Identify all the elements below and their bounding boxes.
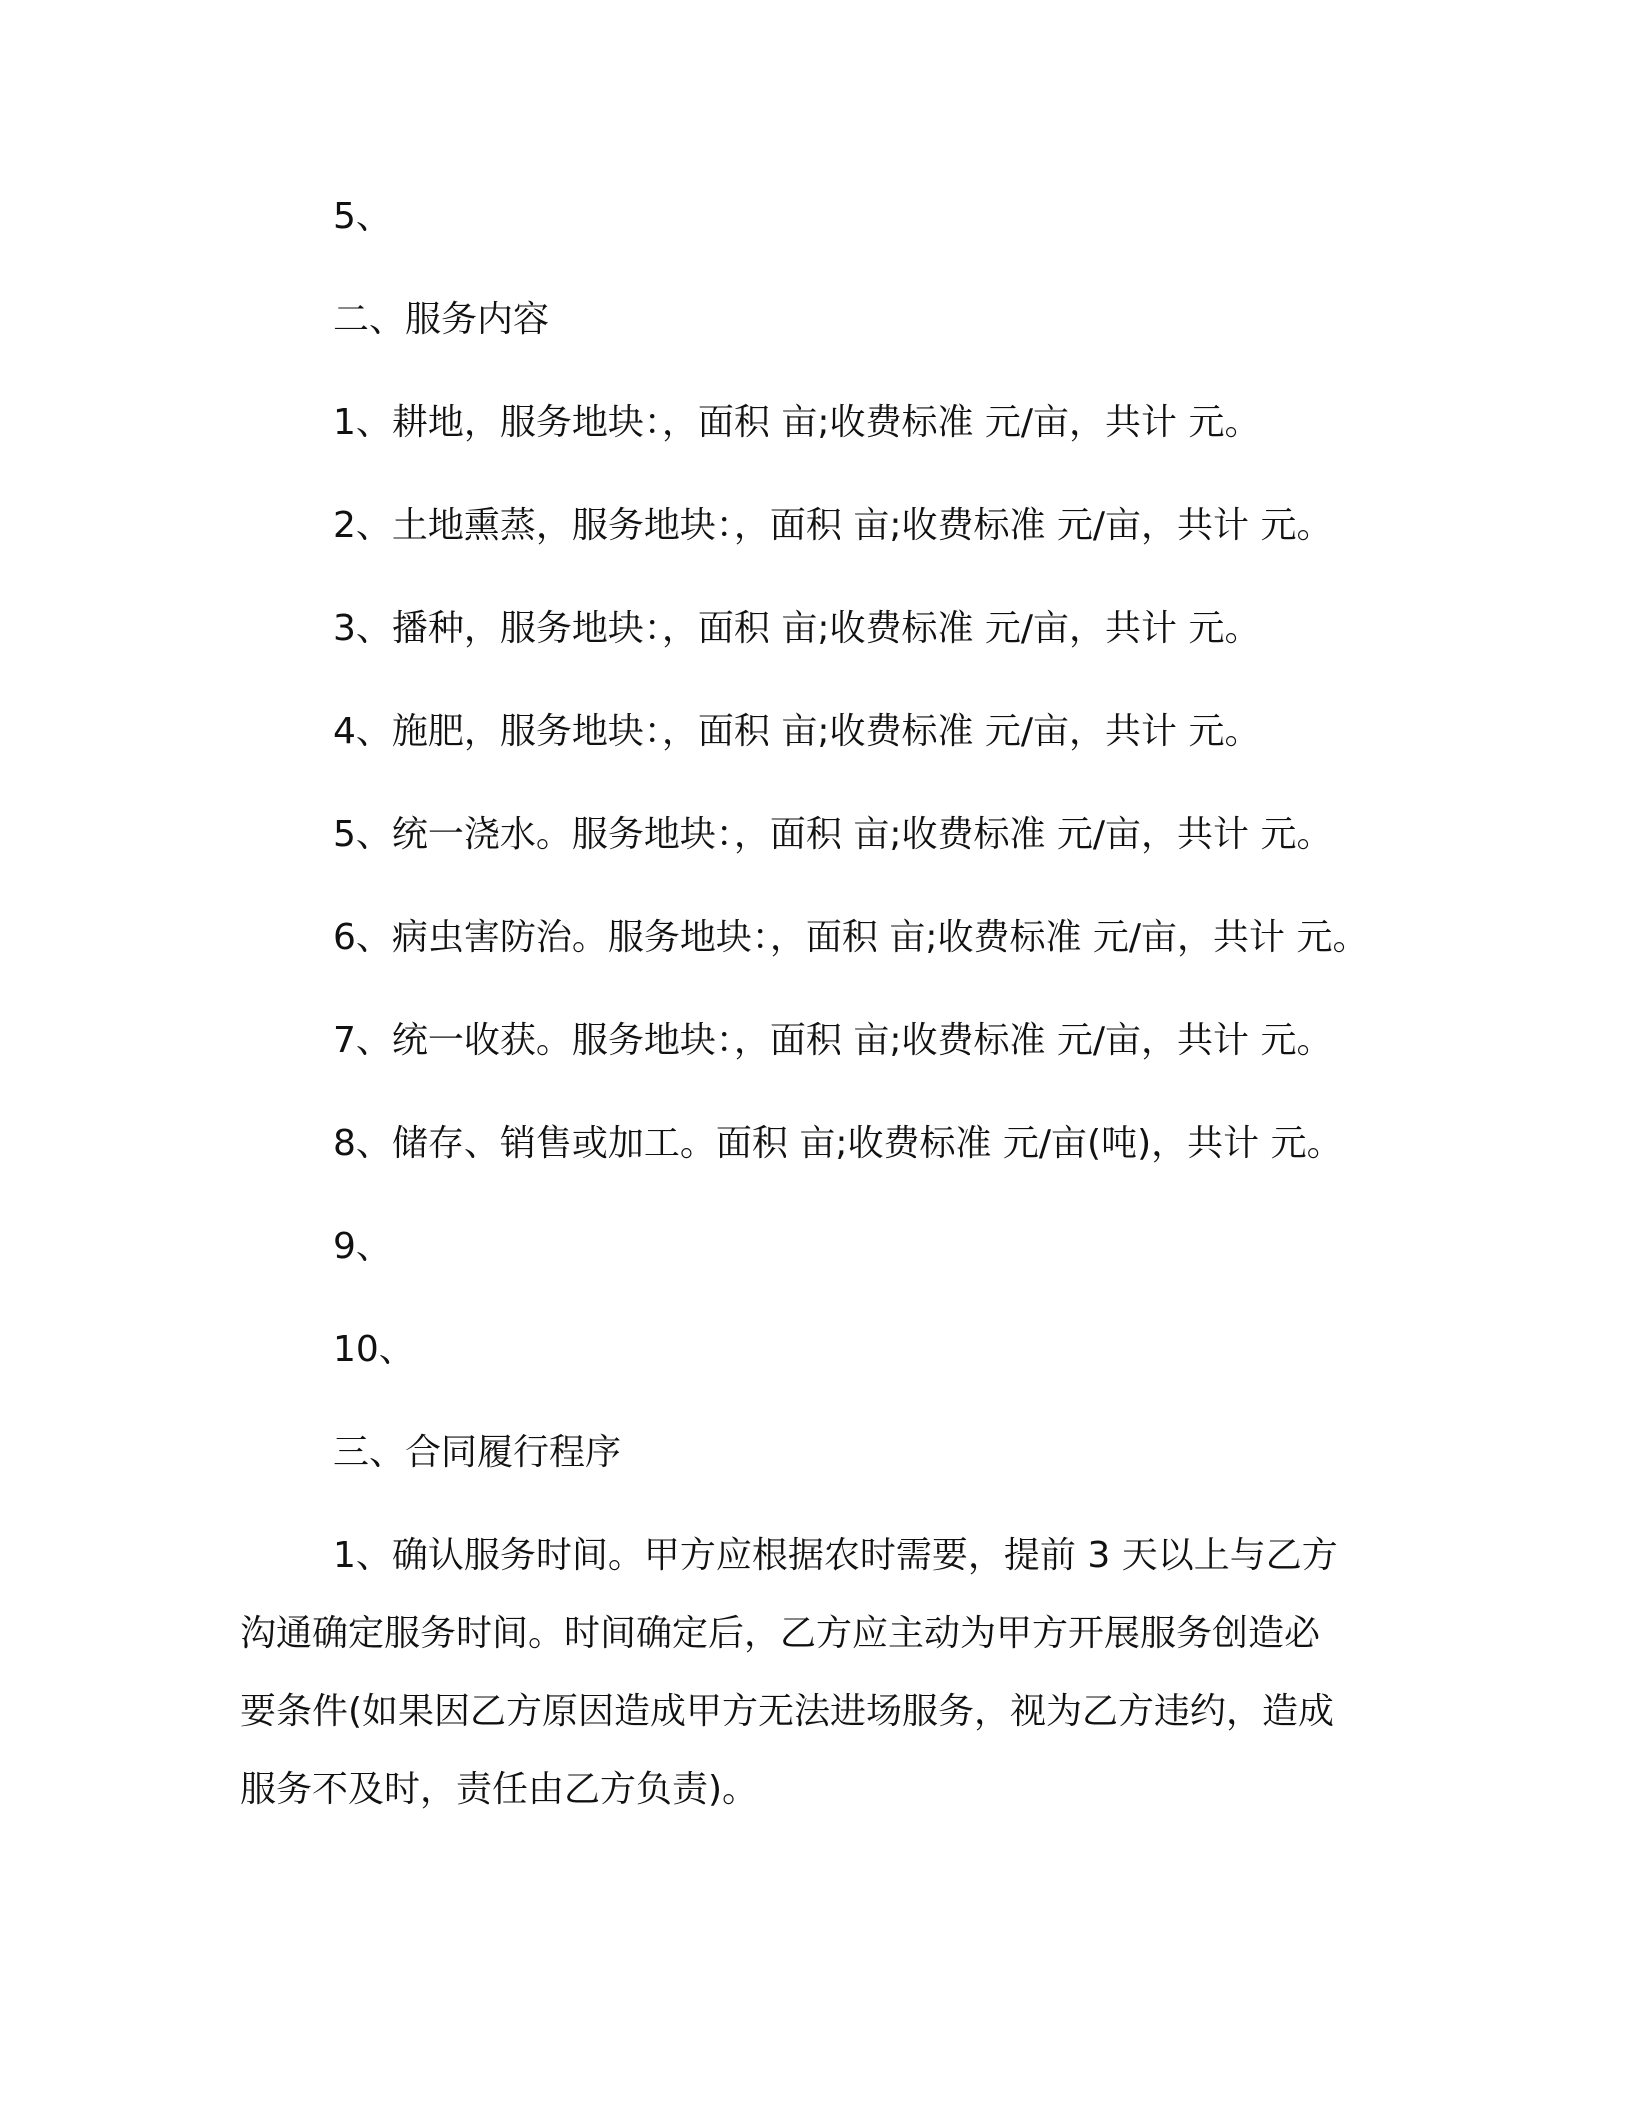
- paragraph-line: 沟通确定服务时间。时间确定后，乙方应主动为甲方开展服务创造必: [240, 1613, 1321, 1654]
- section-heading: 二、服务内容: [333, 299, 550, 340]
- body-paragraph: [240, 1517, 1370, 1829]
- list-item: 2、土地熏蒸，服务地块：，面积 亩;收费标准 元/亩，共计 元。: [333, 505, 1333, 546]
- list-item: 4、施肥，服务地块：，面积 亩;收费标准 元/亩，共计 元。: [333, 711, 1261, 752]
- list-item: 10、: [333, 1329, 415, 1370]
- list-item: 6、病虫害防治。服务地块：，面积 亩;收费标准 元/亩，共计 元。: [333, 917, 1369, 958]
- list-item: 9、: [333, 1226, 392, 1267]
- paragraph-line: 服务不及时，责任由乙方负责)。: [240, 1769, 759, 1810]
- list-item: 5、统一浇水。服务地块：，面积 亩;收费标准 元/亩，共计 元。: [333, 814, 1333, 855]
- paragraph-line: 要条件(如果因乙方原因造成甲方无法进场服务，视为乙方违约，造成: [240, 1691, 1335, 1732]
- list-item: 1、耕地，服务地块：，面积 亩;收费标准 元/亩，共计 元。: [333, 402, 1261, 443]
- list-item: 5、: [333, 196, 392, 237]
- paragraph-line: 1、确认服务时间。甲方应根据农时需要，提前 3 天以上与乙方: [333, 1535, 1338, 1576]
- section-heading: 三、合同履行程序: [333, 1432, 622, 1473]
- list-item: 3、播种，服务地块：，面积 亩;收费标准 元/亩，共计 元。: [333, 608, 1261, 649]
- list-item: 8、储存、销售或加工。面积 亩;收费标准 元/亩(吨)，共计 元。: [333, 1123, 1343, 1164]
- list-item: 7、统一收获。服务地块：，面积 亩;收费标准 元/亩，共计 元。: [333, 1020, 1333, 1061]
